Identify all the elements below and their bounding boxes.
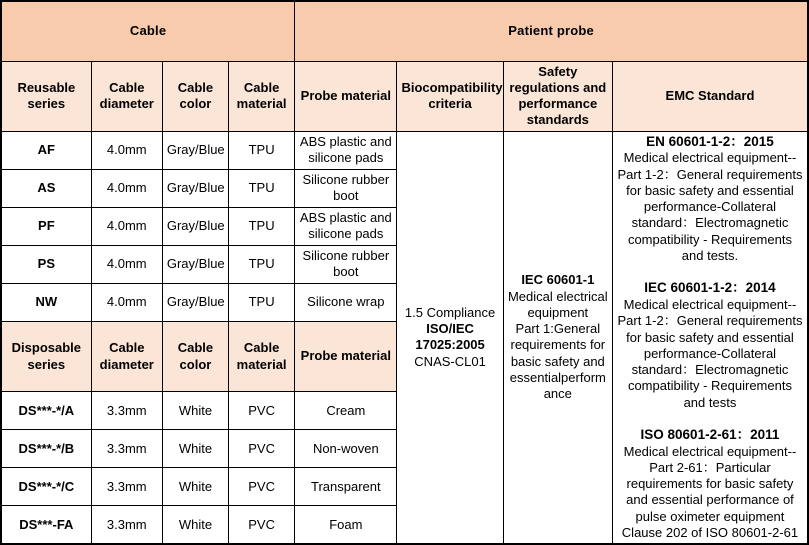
emc-block-en-60601 — [617, 134, 803, 265]
cell-series: DS***-*/B — [1, 430, 91, 468]
cell-diameter: 3.3mm — [91, 392, 162, 430]
cell-color: White — [162, 506, 228, 544]
biocompatibility-line3: CNAS-CL01 — [414, 353, 486, 369]
header-safety-regulations: Safety regulations and performance standards — [503, 61, 612, 131]
cell-diameter: 3.3mm — [91, 430, 162, 468]
table-row-af — [1, 131, 808, 169]
cell-probe-material: Silicone rubber boot — [295, 169, 397, 207]
cell-material: TPU — [229, 207, 295, 245]
cell-color: White — [162, 430, 228, 468]
cell-material: PVC — [229, 430, 295, 468]
header-cable-material: Cable material — [229, 61, 295, 131]
cell-probe-material: Non-woven — [295, 430, 397, 468]
emc-block-iso-80601 — [617, 427, 803, 541]
header-biocompatibility: Biocompatibility criteria — [397, 61, 503, 131]
cell-color: White — [162, 392, 228, 430]
cell-diameter: 3.3mm — [91, 506, 162, 544]
cell-series: AF — [1, 131, 91, 169]
safety-regulations-cell — [503, 131, 612, 544]
biocompatibility-line2: ISO/IEC 17025:2005 — [415, 321, 485, 353]
biocompatibility-cell — [397, 131, 503, 544]
cell-probe-material: ABS plastic and silicone pads — [295, 131, 397, 169]
emc-block-title: EN 60601-1-2：2015 — [646, 133, 774, 149]
header-emc-standard: EMC Standard — [612, 61, 808, 131]
cell-probe-material: Cream — [295, 392, 397, 430]
cell-material: TPU — [229, 131, 295, 169]
cell-probe-material: ABS plastic and silicone pads — [295, 207, 397, 245]
cell-material: TPU — [229, 245, 295, 283]
header-reusable-series: Reusable series — [1, 61, 91, 131]
cell-diameter: 4.0mm — [91, 169, 162, 207]
emc-block-title: IEC 60601-1-2：2014 — [644, 280, 776, 296]
cell-series: NW — [1, 283, 91, 321]
biocompatibility-line1: 1.5 Compliance — [404, 304, 496, 320]
emc-block-footer: Clause 202 of ISO 80601-2-61 — [621, 524, 799, 540]
cell-material: TPU — [229, 283, 295, 321]
section-header-row — [1, 1, 808, 61]
cell-probe-material: Transparent — [295, 468, 397, 506]
reusable-column-header-row — [1, 61, 808, 131]
header-probe-material: Probe material — [295, 61, 397, 131]
cell-series: PF — [1, 207, 91, 245]
header-disposable-series: Disposable series — [1, 321, 91, 391]
cell-color: Gray/Blue — [162, 245, 228, 283]
cell-probe-material: Silicone wrap — [295, 283, 397, 321]
emc-block-body: Medical electrical equipment--Part 1-2：General requirements for basic safety and essential performance-Collateral standard：Electromagnetic compatibility - Requirements and tests — [617, 297, 803, 410]
cell-series: DS***-*/A — [1, 392, 91, 430]
emc-standard-cell — [612, 131, 808, 544]
cell-material: PVC — [229, 506, 295, 544]
header-cable-color: Cable color — [162, 321, 228, 391]
cell-series: DS***-FA — [1, 506, 91, 544]
header-cable-diameter: Cable diameter — [91, 321, 162, 391]
cell-series: AS — [1, 169, 91, 207]
cell-diameter: 4.0mm — [91, 207, 162, 245]
cell-material: PVC — [229, 468, 295, 506]
cell-color: White — [162, 468, 228, 506]
section-header-patient-probe: Patient probe — [295, 1, 808, 61]
emc-block-title: ISO 80601-2-61：2011 — [640, 426, 780, 442]
header-probe-material: Probe material — [295, 321, 397, 391]
cell-diameter: 4.0mm — [91, 245, 162, 283]
cell-diameter: 4.0mm — [91, 283, 162, 321]
section-header-cable: Cable — [1, 1, 295, 61]
emc-block-body: Medical electrical equipment--Part 2-61：Particular requirements for basic safety and essential performance of pulse oximeter equipment — [623, 443, 797, 524]
header-cable-color: Cable color — [162, 61, 228, 131]
cell-series: PS — [1, 245, 91, 283]
safety-title: IEC 60601-1 — [521, 272, 595, 288]
emc-block-iec-60601 — [617, 280, 803, 411]
cell-color: Gray/Blue — [162, 131, 228, 169]
cell-color: Gray/Blue — [162, 283, 228, 321]
cell-material: PVC — [229, 392, 295, 430]
header-cable-material: Cable material — [229, 321, 295, 391]
cell-color: Gray/Blue — [162, 169, 228, 207]
safety-line2: Medical electrical equipment — [507, 288, 608, 320]
cell-probe-material: Foam — [295, 506, 397, 544]
emc-block-body: Medical electrical equipment--Part 1-2：General requirements for basic safety and essential performance-Collateral standard：Electromagnetic compatibility - Requirements and tests. — [617, 150, 803, 263]
cell-color: Gray/Blue — [162, 207, 228, 245]
cell-probe-material: Silicone rubber boot — [295, 245, 397, 283]
cell-series: DS***-*/C — [1, 468, 91, 506]
header-cable-diameter: Cable diameter — [91, 61, 162, 131]
cell-material: TPU — [229, 169, 295, 207]
safety-line3: Part 1:General requirements for basic safety and essentialperformance — [509, 321, 606, 402]
cell-diameter: 4.0mm — [91, 131, 162, 169]
cell-diameter: 3.3mm — [91, 468, 162, 506]
